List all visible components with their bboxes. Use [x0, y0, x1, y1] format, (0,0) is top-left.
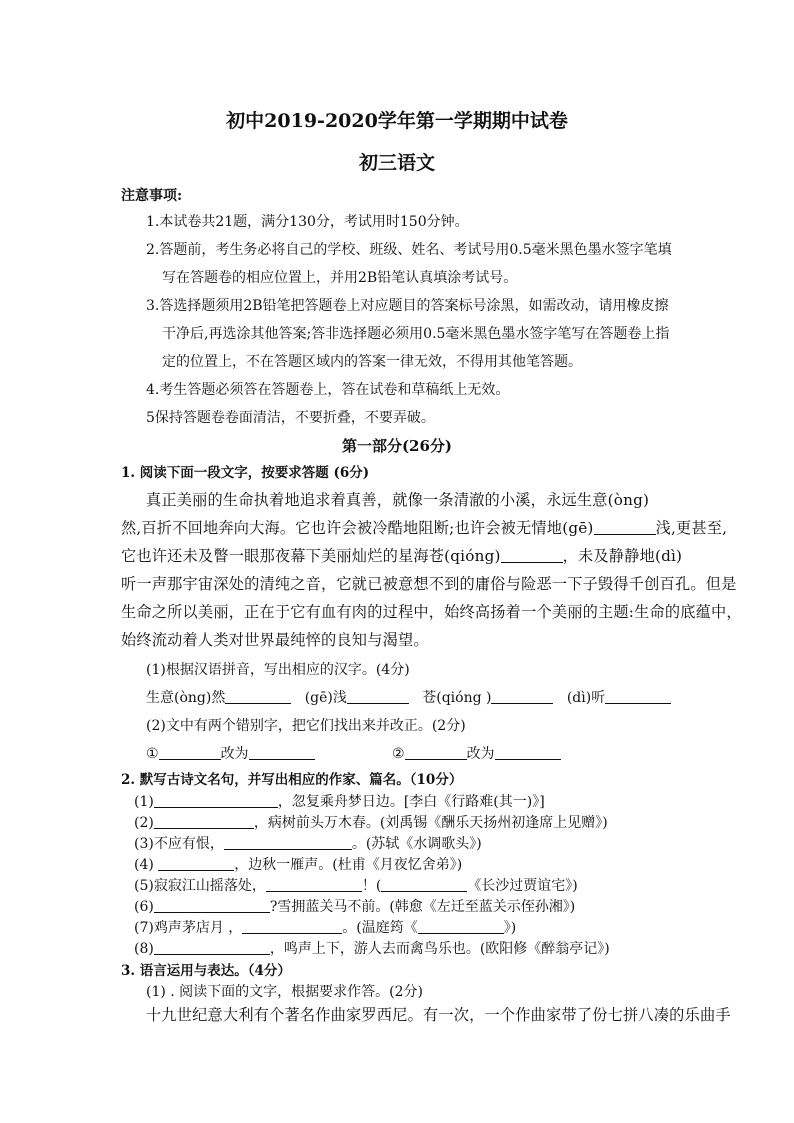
q1-passage-line: 生命之所以美丽，正在于它有血有肉的过程中，始终高扬着一个美丽的主题:生命的底蕴中， [121, 603, 742, 621]
notice-item: 5保持答题卷卷面清洁，不要折叠，不要弄破。 [146, 410, 435, 426]
answer-blank[interactable] [225, 689, 291, 704]
notice-item: 写在答题卷的相应位置上，并用2B铅笔认真填涂考试号。 [162, 270, 518, 286]
line-text: 《长沙过贾谊宅》) [467, 878, 578, 894]
q1-sub2: (2)文中有两个错别字，把它们找出来并改正。(2分) [146, 718, 466, 734]
part1-heading: 第一部分(26分) [341, 437, 453, 455]
passage-text: 然,百折不回地奔向大海。它也许会被冷酷地阻断;也许会被无情地(gē) [121, 519, 594, 537]
answer-blank[interactable] [266, 877, 362, 892]
line-text: (8) [134, 941, 154, 957]
line-text: (1) [134, 794, 154, 810]
notice-item: 3.答选择题须用2B铅笔把答题卷上对应题目的答案标号涂黑，如需改动，请用橡皮擦 [146, 298, 669, 314]
line-text: (4) [134, 857, 154, 873]
pinyin-label: 苍(qióng ) [422, 690, 492, 706]
q3-passage-line: 十九世纪意大利有个著名作曲家罗西尼。有一次，一个作曲家带了份七拼八凑的乐曲手 [146, 1006, 731, 1024]
answer-blank[interactable] [154, 793, 278, 808]
answer-blank[interactable] [242, 919, 342, 934]
line-text: 。(苏轼《水调歌头》) [351, 836, 482, 852]
pinyin-label: (gē)浅 [304, 690, 347, 706]
notice-item: 干净后,再选涂其他答案;答非选择题必须用0.5毫米黑色墨水签字笔写在答题卷上指 [162, 326, 670, 342]
q2-line [134, 940, 610, 958]
answer-blank[interactable] [154, 898, 270, 913]
answer-blank[interactable] [594, 520, 656, 535]
answer-blank[interactable] [224, 835, 352, 850]
pinyin-label: (dì)听 [566, 690, 606, 706]
q1-passage-line: 始终流动着人类对世界最纯悴的良知与渴望。 [121, 631, 429, 649]
line-text: (2) [134, 815, 154, 831]
fix-label: 改为 [466, 746, 495, 762]
answer-blank[interactable] [347, 689, 409, 704]
fix-label: ② [392, 746, 405, 762]
line-text: ?雪拥蓝关马不前。(韩愈《左迁至蓝关示侄孙湘》) [269, 899, 576, 915]
notice-heading: 注意事项: [121, 188, 183, 204]
q1-sub1: (1)根据汉语拼音，写出相应的汉字。(4分) [146, 662, 410, 678]
line-text: (3)不应有恨， [134, 836, 224, 852]
q1-passage-line [121, 547, 682, 565]
q2-line [134, 793, 545, 811]
q2-line [134, 919, 516, 937]
notice-item: 定的位置上，不在答题区域内的答案一律无效，不得用其他笔答题。 [162, 354, 582, 370]
fix-label: 改为 [220, 746, 249, 762]
line-text: ，鸣声上下，游人去而禽鸟乐也。(欧阳修《醉翁亭记》) [269, 941, 610, 957]
line-text: (5)寂寂江山摇落处， [134, 878, 266, 894]
exam-subject: 初三语文 [358, 152, 435, 174]
q1-heading: 1. 阅读下面一段文字，按要求答题 (6分) [121, 465, 370, 481]
q2-line [134, 835, 482, 853]
answer-blank[interactable] [154, 940, 270, 955]
q1-pinyin-row [146, 689, 671, 707]
notice-item: 1.本试卷共21题，满分130分，考试用时150分钟。 [146, 214, 469, 230]
line-text: ，病树前头万木春。(刘禹锡《酬乐天扬州初逢席上见赠》) [253, 815, 608, 831]
answer-blank[interactable] [249, 745, 315, 760]
q1-fix-row [392, 745, 561, 763]
line-text: 》) [503, 920, 517, 936]
answer-blank[interactable] [159, 745, 221, 760]
answer-blank[interactable] [495, 745, 561, 760]
q1-passage-line [121, 519, 727, 537]
q1-passage-line: 真正美丽的生命执着地追求着真善，就像一条清澈的小溪，永远生意(òng) [146, 491, 650, 509]
fix-label: ① [146, 746, 159, 762]
notice-item: 4.考生答题必须答在答题卷上，答在试卷和草稿纸上无效。 [146, 382, 510, 398]
q2-line [134, 814, 608, 832]
q2-line [134, 898, 575, 916]
line-text: (7)鸡声茅店月 ， [134, 920, 243, 936]
exam-title: 初中2019-2020学年第一学期期中试卷 [226, 110, 568, 132]
line-text: ，忽复乘舟梦日边。[李白《行路难(其一)》] [277, 794, 545, 810]
q2-heading: 2. 默写古诗文名句，并写出相应的作家、篇名。（10分） [121, 772, 463, 788]
answer-blank[interactable] [154, 814, 254, 829]
q2-line [134, 877, 578, 895]
answer-blank[interactable] [605, 689, 671, 704]
answer-blank[interactable] [158, 856, 234, 871]
line-text: ，边秋一雁声。(杜甫《月夜忆舍弟》) [234, 857, 463, 873]
q3-heading: 3. 语言运用与表达。（4分） [121, 963, 291, 979]
passage-text: 浅,更甚至, [655, 519, 728, 537]
passage-text: 它也许还未及瞥一眼那夜幕下美丽灿烂的星海苍(qióng) [121, 547, 501, 565]
answer-blank[interactable] [405, 745, 467, 760]
answer-blank[interactable] [381, 877, 467, 892]
line-text: 。(温庭筠《 [342, 920, 418, 936]
notice-item: 2.答题前，考生务必将自己的学校、班级、姓名、考试号用0.5毫米黑色墨水签字笔填 [146, 242, 672, 258]
q1-fix-row [146, 745, 315, 763]
answer-blank[interactable] [491, 689, 553, 704]
q2-line [134, 856, 462, 874]
line-text: ！( [361, 878, 382, 894]
q3-sub1: (1) . 阅读下面的文字，根据要求作答。(2分) [146, 984, 424, 1000]
q1-passage-line: 听一声那宇宙深处的清纯之音，它就已被意想不到的庸俗与险恶一下子毁得千创百孔。但是 [121, 575, 737, 593]
passage-text: ，未及静静地(dì) [562, 547, 683, 565]
answer-blank[interactable] [501, 548, 563, 563]
pinyin-label: 生意(òng)然 [146, 690, 226, 706]
line-text: (6) [134, 899, 154, 915]
answer-blank[interactable] [418, 919, 504, 934]
